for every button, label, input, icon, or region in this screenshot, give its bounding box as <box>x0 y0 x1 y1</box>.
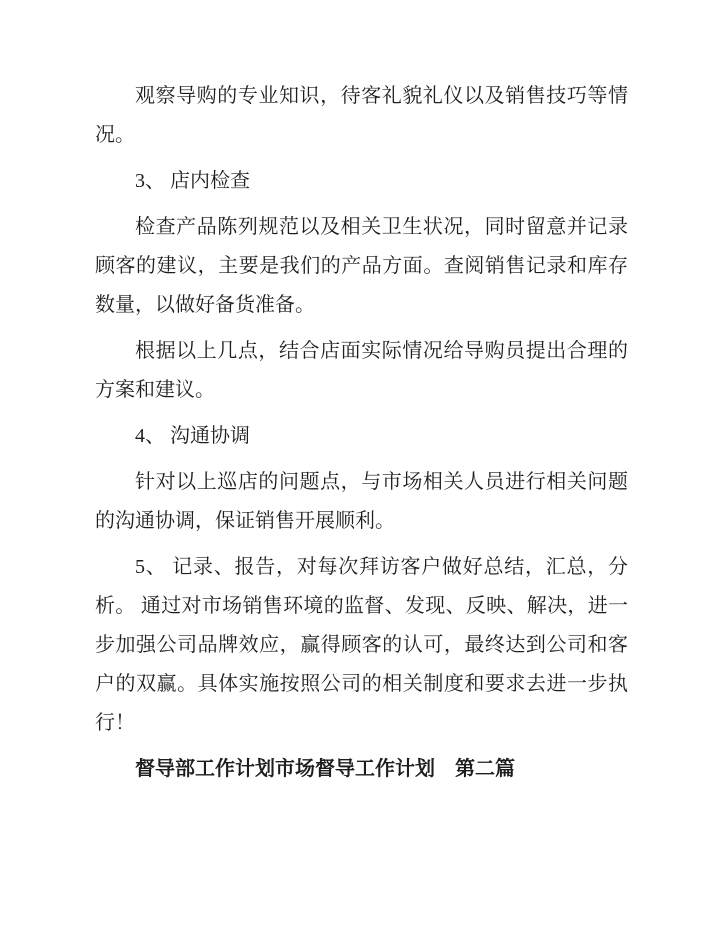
paragraph-body-suggestions: 根据以上几点，结合店面实际情况给导购员提出合理的方案和建议。 <box>95 340 628 401</box>
paragraph-numbered-heading-4: 4、 沟通协调 <box>135 425 250 447</box>
paragraph-body-communication: 针对以上巡店的问题点，与市场相关人员进行相关问题的沟通协调，保证销售开展顺利。 <box>95 471 628 532</box>
paragraph-section-title: 督导部工作计划市场督导工作计划 第二篇 <box>135 758 515 780</box>
paragraph-numbered-heading-3: 3、 店内检查 <box>135 170 250 192</box>
paragraph-body-records-report: 5、 记录、报告，对每次拜访客户做好总结，汇总，分析。 通过对市场销售环境的监督、发现、反映、解决，进一步加强公司品牌效应，赢得顾客的认可，最终达到公司和客户的双赢。具体实施按照公司的相关制度和要求去进一步执行！ <box>95 556 628 734</box>
paragraph-body-store-inspection: 检查产品陈列规范以及相关卫生状况，同时留意并记录顾客的建议，主要是我们的产品方面。查阅销售记录和库存数量，以做好备货准备。 <box>95 216 628 316</box>
paragraph-body-continuation: 观察导购的专业知识，待客礼貌礼仪以及销售技巧等情况。 <box>95 85 628 146</box>
